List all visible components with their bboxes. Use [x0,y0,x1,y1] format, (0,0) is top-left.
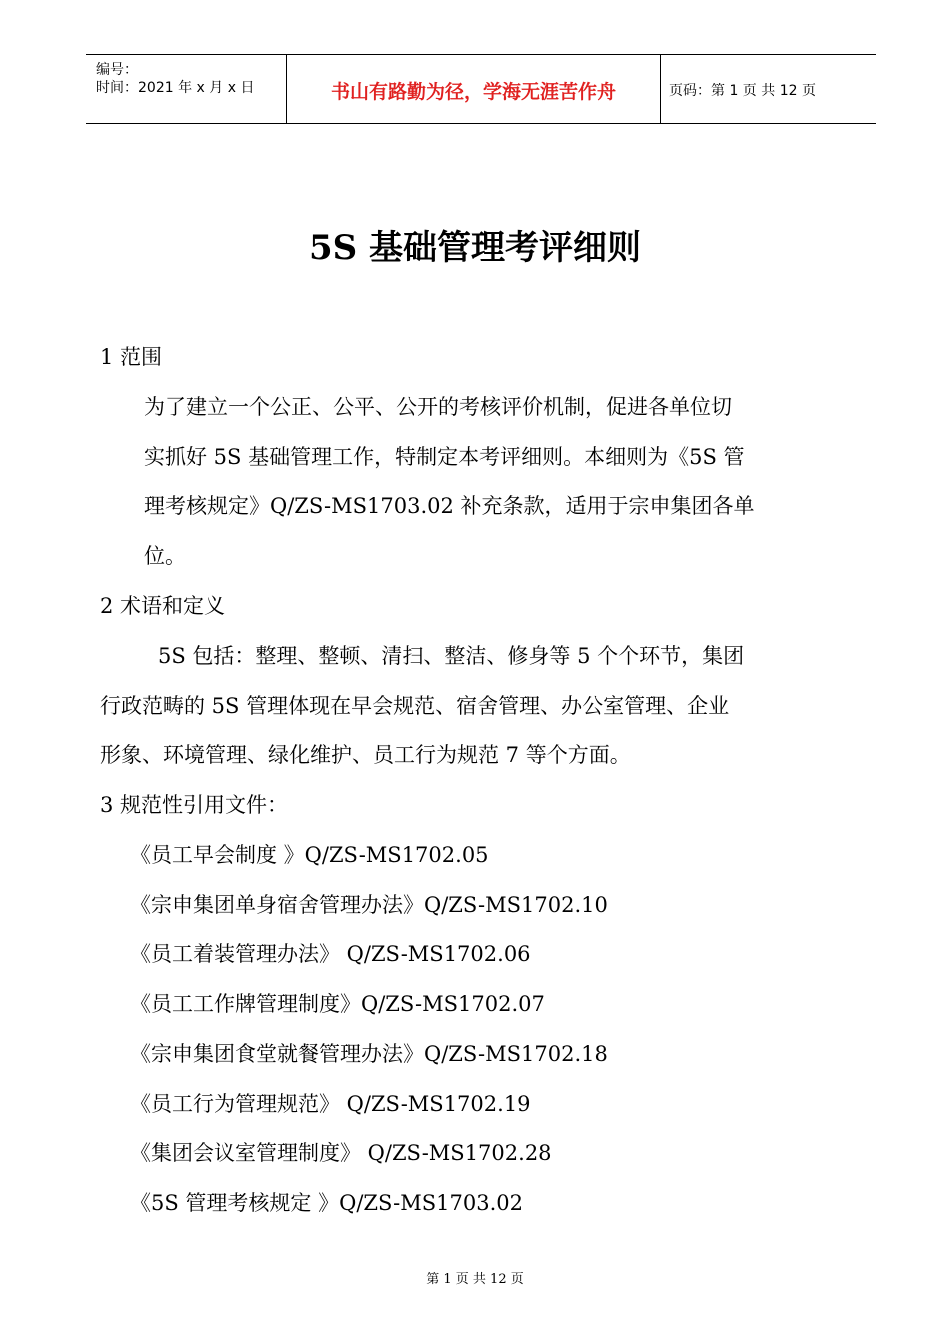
header-motto-cell [287,55,661,123]
paragraph-line: 为了建立一个公正、公平、公开的考核评价机制，促进各单位切 [144,395,732,419]
paragraph-line: 理考核规定》Q/ZS-MS1703.02 补充条款，适用于宗申集团各单 [144,494,755,518]
paragraph-line: 行政范畴的 5S 管理体现在早会规范、宿舍管理、办公室管理、企业 [100,694,730,718]
reference-item: 《员工工作牌管理制度》Q/ZS-MS1702.07 [130,992,545,1016]
number-label: 编号： [96,62,138,78]
paragraph-line: 位。 [144,544,186,568]
reference-item: 《员工行为管理规范》 Q/ZS-MS1702.19 [130,1092,531,1116]
paragraph-line: 形象、环境管理、绿化维护、员工行为规范 7 等个方面。 [100,743,631,767]
reference-item: 《宗申集团食堂就餐管理办法》Q/ZS-MS1702.18 [130,1042,608,1066]
document-title: 5S 基础管理考评细则 [308,228,642,268]
page-header [86,54,876,124]
motto: 书山有路勤为径，学海无涯苦作舟 [330,81,616,103]
header-page-cell [661,55,876,123]
reference-item: 《集团会议室管理制度》 Q/ZS-MS1702.28 [130,1141,552,1165]
page-info: 页码：第 1 页 共 12 页 [669,83,816,99]
reference-item: 《员工着装管理办法》 Q/ZS-MS1702.06 [130,942,531,966]
time-label: 时间：2021 年 x 月 x 日 [96,80,255,96]
reference-item: 《宗申集团单身宿舍管理办法》Q/ZS-MS1702.10 [130,893,608,917]
paragraph-line: 5S 包括：整理、整顿、清扫、整洁、修身等 5 个个环节，集团 [158,644,745,668]
reference-item: 《员工早会制度 》Q/ZS-MS1702.05 [130,843,489,867]
section-heading: 3 规范性引用文件： [100,793,289,817]
section-heading: 2 术语和定义 [100,594,226,618]
paragraph-line: 实抓好 5S 基础管理工作，特制定本考评细则。本细则为《5S 管 [144,445,745,469]
reference-item: 《5S 管理考核规定 》Q/ZS-MS1703.02 [130,1191,523,1215]
page-footer: 第 1 页 共 12 页 [426,1272,524,1287]
header-info-cell [86,55,287,123]
section-heading: 1 范围 [100,345,163,369]
